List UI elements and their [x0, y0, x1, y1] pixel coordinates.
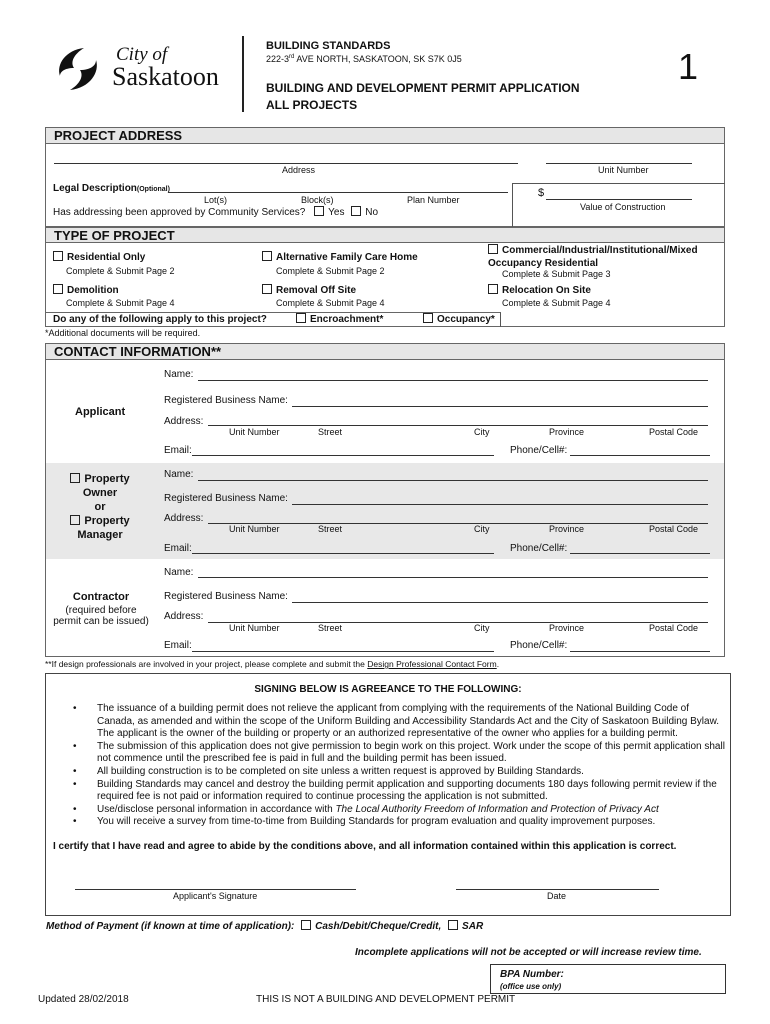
applicant-postal-label: Postal Code — [649, 427, 699, 437]
privacy-pre: Use/disclose personal information in accordance with — [97, 803, 336, 815]
family-care-label: Alternative Family Care Home — [276, 252, 418, 263]
yes-label: Yes — [328, 207, 345, 218]
occupancy-label: Occupancy* — [437, 314, 495, 325]
property-owner-line[interactable] — [60, 472, 140, 486]
additional-docs-note: *Additional documents will be required. — [45, 328, 201, 338]
sar-checkbox[interactable] — [448, 920, 458, 930]
office-use-label: (office use only) — [500, 982, 562, 991]
applicant-business-label: Registered Business Name: — [164, 395, 288, 406]
agreement-bullet-4: • Building Standards may cancel and destroy the building permit application and supporting documents 180 days following permit review if the required fee is not paid or information required to continue processing the application is not submitted. — [97, 779, 725, 804]
family-care-note: Complete & Submit Page 2 — [276, 266, 385, 276]
owner-province-label: Province — [549, 524, 585, 534]
option-occupancy[interactable] — [423, 314, 495, 325]
property-owner-checkbox[interactable] — [70, 473, 80, 483]
applicant-name-label: Name: — [164, 369, 194, 380]
contractor-phone-field[interactable] — [570, 640, 710, 652]
contact-heading: CONTACT INFORMATION** — [45, 343, 725, 360]
form-subtitle: ALL PROJECTS — [266, 98, 358, 112]
property-owner-label — [60, 472, 140, 542]
owner-email-label: Email: — [164, 543, 192, 554]
owner-email-field[interactable] — [192, 542, 494, 554]
demolition-checkbox[interactable] — [53, 284, 63, 294]
contractor-note2: permit can be issued) — [53, 616, 149, 627]
optional-text: (Optional) — [136, 186, 170, 193]
owner-business-label: Registered Business Name: — [164, 493, 288, 504]
option-demolition[interactable] — [53, 285, 119, 296]
contractor-note1: (required before — [65, 605, 137, 616]
certify-statement: I certify that I have read and agree to abide by the conditions above, and all information contained within this application is correct. — [53, 841, 677, 852]
plan-number-label: Plan Number — [407, 195, 460, 205]
logo-city-of: City of — [116, 44, 168, 65]
addressing-question: Has addressing been approved by Community Services? — [53, 207, 306, 218]
addr-post: AVE NORTH, SASKATOON, SK S7K 0J5 — [294, 54, 462, 64]
date-field[interactable] — [456, 877, 659, 890]
agreement-bullet-5 — [97, 804, 725, 817]
bpa-label: BPA Number: — [500, 969, 564, 980]
payment-method-row — [46, 921, 483, 932]
owner-name-label: Name: — [164, 469, 194, 480]
city-logo — [52, 44, 232, 94]
owner-address-field[interactable] — [208, 512, 708, 524]
contractor-email-field[interactable] — [192, 640, 494, 652]
owner-name-field[interactable] — [198, 469, 708, 481]
applicant-business-field[interactable] — [292, 395, 708, 407]
residential-checkbox[interactable] — [53, 251, 63, 261]
applicant-address-label: Address: — [164, 416, 204, 427]
logo-saskatoon: Saskatoon — [112, 62, 219, 91]
sar-label: SAR — [462, 921, 484, 932]
option-encroachment[interactable] — [296, 314, 383, 325]
applicant-phone-field[interactable] — [570, 444, 710, 456]
agreement-bullet-3: • All building construction is to be completed on site unless a written request is approved by Building Standards. — [97, 766, 725, 779]
applicant-label: Applicant — [75, 406, 126, 418]
unit-number-label: Unit Number — [598, 165, 649, 175]
contractor-unit-label: Unit Number — [229, 623, 280, 633]
applicant-street-label: Street — [318, 427, 343, 437]
residential-note: Complete & Submit Page 2 — [66, 266, 175, 276]
demolition-note: Complete & Submit Page 4 — [66, 298, 175, 308]
contractor-address-label: Address: — [164, 611, 204, 622]
yes-checkbox[interactable] — [314, 206, 324, 216]
value-of-construction-label: Value of Construction — [580, 202, 666, 212]
owner-street-label: Street — [318, 524, 343, 534]
relocation-checkbox[interactable] — [488, 284, 498, 294]
design-professional-form-link[interactable]: Design Professional Contact Form — [367, 659, 497, 669]
commercial-note: Complete & Submit Page 3 — [502, 269, 611, 279]
contractor-label: Contractor — [72, 591, 130, 603]
unit-number-field[interactable] — [546, 151, 692, 164]
property-owner-text1: Property — [84, 473, 130, 485]
demolition-label: Demolition — [67, 285, 119, 296]
owner-unit-label: Unit Number — [229, 524, 280, 534]
owner-phone-label: Phone/Cell#: — [510, 543, 568, 554]
owner-postal-label: Postal Code — [649, 524, 699, 534]
agreement-list — [97, 703, 725, 829]
design-professional-note — [45, 659, 499, 669]
contractor-business-label: Registered Business Name: — [164, 591, 288, 602]
privacy-act: The Local Authority Freedom of Information and Protection of Privacy Act — [335, 803, 659, 815]
option-residential[interactable] — [53, 252, 145, 263]
contractor-phone-label: Phone/Cell#: — [510, 640, 568, 651]
legal-description-label — [53, 183, 170, 194]
property-manager-text2: Manager — [77, 529, 123, 541]
removal-checkbox[interactable] — [262, 284, 272, 294]
applicant-phone-label: Phone/Cell#: — [510, 445, 568, 456]
option-removal[interactable] — [262, 285, 356, 296]
owner-business-field[interactable] — [292, 493, 708, 505]
header-divider — [242, 36, 244, 112]
no-label: No — [365, 207, 379, 218]
dollar-sign: $ — [538, 187, 545, 199]
cash-label: Cash/Debit/Cheque/Credit, — [315, 921, 442, 932]
owner-address-label: Address: — [164, 513, 204, 524]
contractor-city-label: City — [474, 623, 490, 633]
owner-city-label: City — [474, 524, 490, 534]
contractor-street-label: Street — [318, 623, 343, 633]
value-of-construction-field[interactable] — [546, 188, 692, 200]
payment-label: Method of Payment (if known at time of application): — [46, 921, 295, 932]
not-a-permit-notice: THIS IS NOT A BUILDING AND DEVELOPMENT PERMIT — [256, 994, 516, 1005]
property-owner-text2: Owner — [82, 487, 118, 499]
commercial-label: Commercial/Industrial/Institutional/Mixed Occupancy Residential — [488, 245, 698, 269]
applicant-province-label: Province — [549, 427, 585, 437]
contractor-email-label: Email: — [164, 640, 192, 651]
design-note-post: . — [496, 659, 500, 669]
applicant-email-label: Email: — [164, 445, 192, 456]
page-number: 1 — [678, 46, 699, 87]
apply-question: Do any of the following apply to this project? — [53, 314, 267, 325]
lots-label: Lot(s) — [204, 195, 228, 205]
agreement-bullet-2: • The submission of this application does not give permission to begin work on this project. Work under the scope of this permit application shall not commence until the prescribed fee is paid in full and the building permit has been issued. — [97, 741, 725, 766]
relocation-label: Relocation On Site — [502, 285, 591, 296]
dept-address — [266, 54, 462, 64]
addr-pre: 222-3 — [266, 54, 290, 64]
commercial-checkbox[interactable] — [488, 244, 498, 254]
property-manager-line[interactable] — [60, 514, 140, 528]
applicant-address-field[interactable] — [208, 414, 708, 426]
design-note-pre: **If design professionals are involved in your project, please complete and submit the — [45, 659, 368, 669]
relocation-note: Complete & Submit Page 4 — [502, 298, 611, 308]
legal-description-field[interactable] — [168, 182, 508, 193]
applicant-email-field[interactable] — [192, 444, 494, 456]
applicant-unit-label: Unit Number — [229, 427, 280, 437]
type-of-project-heading: TYPE OF PROJECT — [45, 227, 725, 243]
updated-date: Updated 28/02/2018 — [38, 994, 129, 1005]
contractor-label-group — [48, 591, 154, 627]
residential-label: Residential Only — [67, 252, 146, 263]
addressing-approved-row — [53, 207, 378, 218]
owner-phone-field[interactable] — [570, 542, 710, 554]
signature-label: Applicant's Signature — [173, 891, 258, 901]
contractor-province-label: Province — [549, 623, 585, 633]
project-address-heading: PROJECT ADDRESS — [45, 127, 725, 144]
removal-note: Complete & Submit Page 4 — [276, 298, 385, 308]
incomplete-warning: Incomplete applications will not be accepted or will increase review time. — [355, 947, 702, 958]
occupancy-checkbox[interactable] — [423, 313, 433, 323]
address-label: Address — [282, 165, 316, 175]
applicant-name-field[interactable] — [198, 369, 708, 381]
contractor-name-field[interactable] — [198, 566, 708, 578]
blocks-label: Block(s) — [301, 195, 334, 205]
form-title: BUILDING AND DEVELOPMENT PERMIT APPLICATION — [266, 81, 580, 95]
contractor-address-field[interactable] — [208, 611, 708, 623]
contractor-name-label: Name: — [164, 567, 194, 578]
property-manager-checkbox[interactable] — [70, 515, 80, 525]
option-family-care[interactable] — [262, 252, 418, 263]
no-checkbox[interactable] — [351, 206, 361, 216]
option-commercial[interactable] — [488, 244, 710, 270]
agreement-bullet-1: • The issuance of a building permit does not relieve the applicant from complying with the requirements of the National Building Code of Canada, as amended and within the scope of the Uniform Building and Accessibility Standards Act and the City of Saskatoon Building Bylaw. The applicant is the owner of the building or property or an authorized representative of the owner who applies for a building permit. — [97, 703, 725, 741]
encroachment-label: Encroachment* — [310, 314, 384, 325]
dept-name: BUILDING STANDARDS — [266, 40, 391, 52]
encroachment-checkbox[interactable] — [296, 313, 306, 323]
signature-field[interactable] — [75, 877, 356, 890]
removal-label: Removal Off Site — [276, 285, 357, 296]
option-relocation[interactable] — [488, 285, 591, 296]
property-manager-text1: Property — [84, 515, 130, 527]
saskatoon-swoosh-icon — [52, 46, 104, 92]
legal-desc-text: Legal Description — [53, 183, 137, 194]
addr-sup: rd — [289, 54, 295, 60]
contractor-postal-label: Postal Code — [649, 623, 699, 633]
property-or-text: or — [94, 501, 106, 513]
agreement-heading: SIGNING BELOW IS AGREEANCE TO THE FOLLOWING: — [254, 684, 522, 695]
address-field[interactable] — [54, 151, 518, 164]
contractor-business-field[interactable] — [292, 591, 708, 603]
date-label: Date — [547, 891, 567, 901]
applicant-city-label: City — [474, 427, 490, 437]
family-care-checkbox[interactable] — [262, 251, 272, 261]
cash-checkbox[interactable] — [301, 920, 311, 930]
agreement-bullet-6: • You will receive a survey from time-to-time from Building Standards for program evaluation and quality improvement purposes. — [97, 816, 725, 829]
